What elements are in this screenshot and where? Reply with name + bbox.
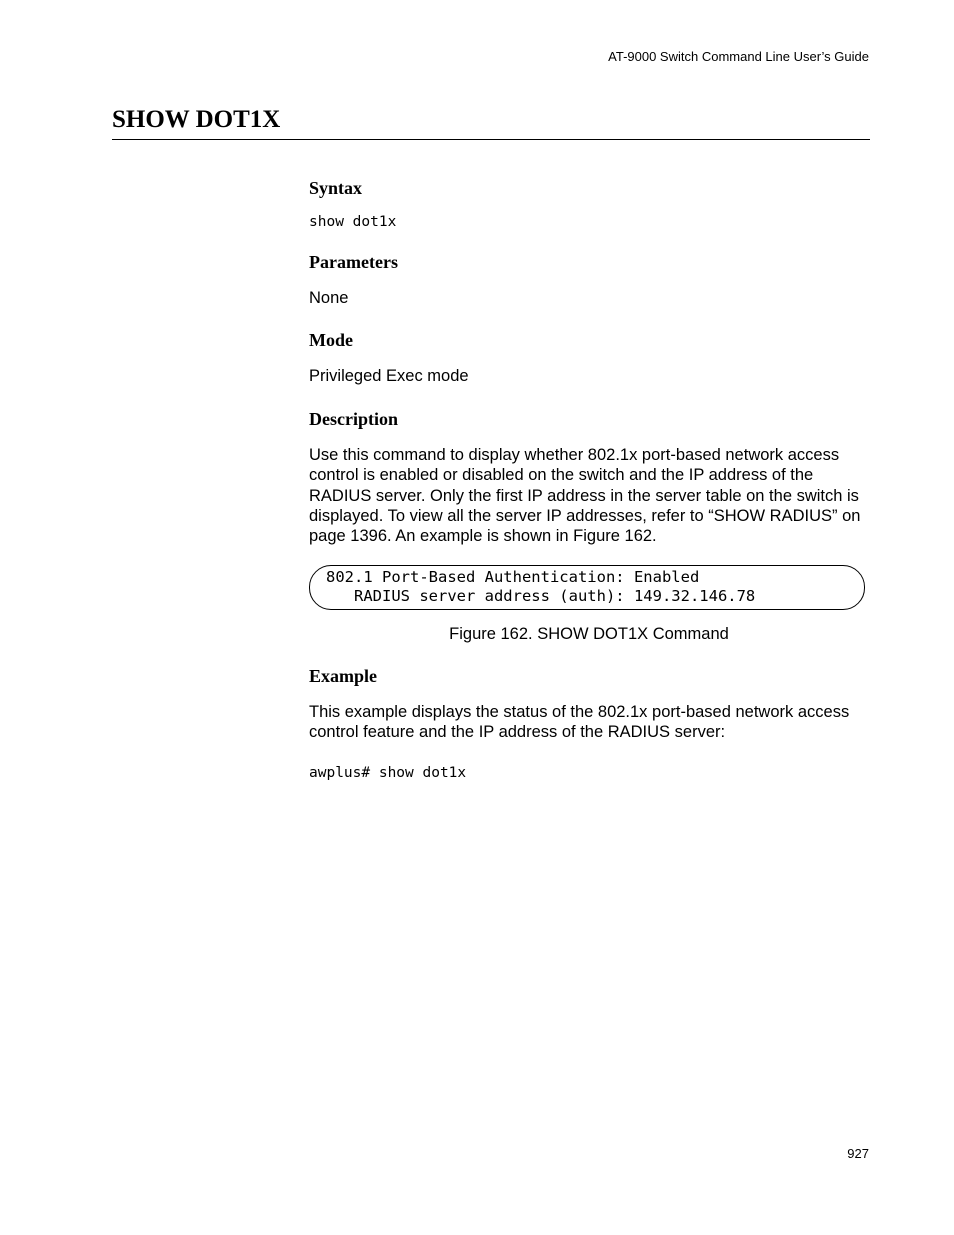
page-title: SHOW DOT1X — [112, 106, 281, 133]
example-text: This example displays the status of the 802.1x port-based network access control feature and the IP address of the RADIUS server: — [309, 702, 850, 742]
description-text: Use this command to display whether 802.1x port-based network access control is enabled or disabled on the switch and the IP address of the RADIUS server. Only the first IP address in the server table on the switch is displayed. To view all the server IP addresses, refer to “SHOW RADIUS” on page 1396. An example is shown in Figure 162. — [309, 445, 861, 546]
content-column — [309, 178, 869, 803]
description-heading: Description — [309, 408, 398, 429]
command-output-figure — [309, 565, 865, 610]
syntax-code: show dot1x — [309, 214, 397, 230]
mode-heading: Mode — [309, 330, 353, 351]
running-header: AT-9000 Switch Command Line User’s Guide — [608, 49, 869, 64]
parameters-text: None — [309, 289, 349, 307]
figure-output-line-1: 802.1 Port-Based Authentication: Enabled — [326, 567, 700, 586]
example-heading: Example — [309, 665, 378, 686]
page-number: 927 — [847, 1146, 869, 1161]
figure-output-line-2: RADIUS server address (auth): 149.32.146.78 — [354, 586, 756, 605]
example-code: awplus# show dot1x — [309, 764, 467, 781]
title-rule — [112, 139, 870, 140]
mode-text: Privileged Exec mode — [309, 367, 469, 386]
figure-caption: Figure 162. SHOW DOT1X Command — [449, 624, 729, 643]
syntax-heading: Syntax — [309, 178, 363, 198]
parameters-heading: Parameters — [309, 252, 398, 272]
